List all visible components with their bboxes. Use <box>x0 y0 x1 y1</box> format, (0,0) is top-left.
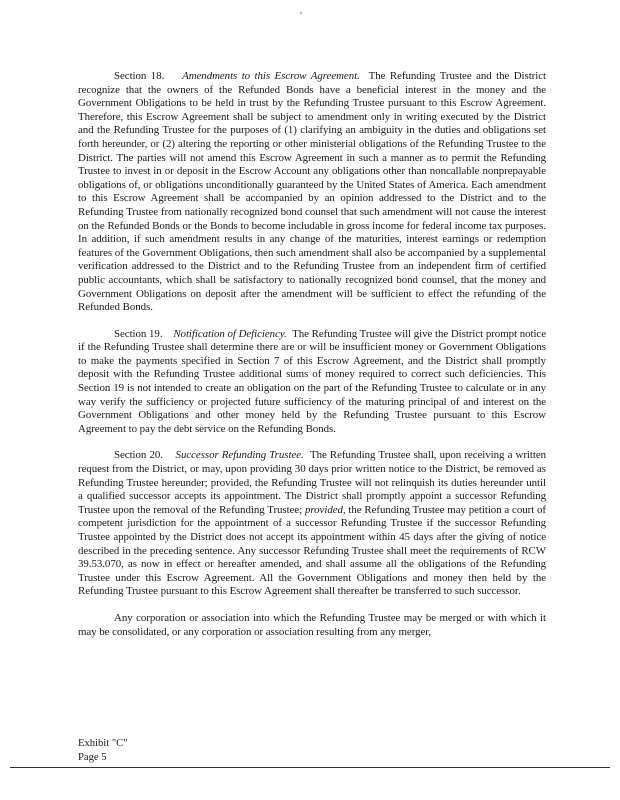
page-footer <box>78 737 128 764</box>
section-20-number: Section 20. <box>114 449 163 462</box>
exhibit-label: Exhibit "C" <box>78 738 128 749</box>
section-18-paragraph <box>78 70 546 315</box>
section-19-body: The Refunding Trustee will give the District prompt notice if the Refunding Trustee shall determine there are or will be insufficient money or Government Obligations to make the payments specified in Section 7 of this Escrow Agreement, and the District shall promptly deposit with the Refunding Trustee additional sums of money required to correct such deficiencies. This Section 19 is not intended to create an obligation on the part of the Refunding Trustee to calculate or in any way verify the sufficiency or projected future sufficiency of the maturing principal of and interest on the Government Obligations and other money held by the Refunding Trustee pursuant to this Escrow Agreement to pay the debt service on the Refunding Bonds. <box>78 327 547 435</box>
document-body <box>78 70 546 652</box>
continuation-paragraph: Any corporation or association into which the Refunding Trustee may be merged or with which it may be consolidated, or any corporation or association resulting from any merger, <box>78 611 546 638</box>
bottom-rule <box>10 767 610 768</box>
section-19-paragraph <box>78 328 546 437</box>
section-20-body-part2: the Refunding Trustee may petition a court of competent jurisdiction for the appointment of a successor Refunding Trustee if the successor Refunding Trustee appointed by the District does not accept its appointment within 45 days after the giving of notice described in the preceding sentence. Any successor Refunding Trustee shall meet the requirements of RCW 39.53.070, as now in effect or hereafter amended, and shall assume all the obligations of the Refunding Trustee under this Escrow Agreement. All the Government Obligations and money then held by the Refunding Trustee pursuant to this Escrow Agreement shall thereafter be transferred to such successor. <box>78 503 546 598</box>
section-18-number: Section 18. <box>114 70 165 82</box>
scan-mark: ' <box>300 10 302 22</box>
section-19-heading: Notification of Deficiency. <box>173 327 287 340</box>
section-20-paragraph <box>78 449 546 599</box>
section-20-body-part1: The Refunding Trustee shall, upon receiving a written request from the District, or may, upon providing 30 days prior written notice to the District, be removed as Refunding Trustee hereunder; provided, the Refunding Trustee will not relinquish its duties hereunder until a qualified successor accepts its appointment. The District shall promptly appoint a successor Refunding Trustee upon the removal of the Refunding Trustee; <box>78 449 546 516</box>
section-20-heading: Successor Refunding Trustee. <box>175 449 304 462</box>
section-18-heading: Amendments to this Escrow Agreement. <box>182 70 360 82</box>
section-19-number: Section 19. <box>114 327 163 340</box>
section-20-emphasis: provided, <box>304 503 346 516</box>
page-number: Page 5 <box>78 751 107 763</box>
section-18-body: The Refunding Trustee and the District recognize that the owners of the Refunded Bonds have a beneficial interest in the money and the Government Obligations to be held in trust by the Refunding Trustee pursuant to this Escrow Agreement. Therefore, this Escrow Agreement shall be subject to amendment only in writing executed by the District and the Refunding Trustee for the purposes of (1) clarifying an ambiguity in the duties and obligations set forth hereunder, or (2) altering the reporting or other ministerial obligations of the Refunding Trustee to the District. The parties will not amend this Escrow Agreement in such a manner as to permit the Refunding Trustee to invest in or deposit in the Escrow Account any obligations other than noncallable nonprepayable obligations of, or obligations unconditionally guaranteed by the United States of America. Each amendment to this Escrow Agreement shall be accompanied by an opinion addressed to the District and to the Refunding Trustee from nationally recognized bond counsel that such amendment will not cause the interest on the Refunded Bonds or the Bonds to become includable in gross income for federal income tax purposes. In addition, if such amendment results in any change of the maturities, interest earnings or redemption features of the Government Obligations, then such amendment shall also be accompanied by a supplemental verification addressed to the District and to the Refunding Trustee from an independent firm of certified public accountants, which shall be satisfactory to nationally recognized bond counsel, that the money and Government Obligations on deposit after the amendment will be sufficient to effect the refunding of the Refunded Bonds. <box>78 70 546 314</box>
